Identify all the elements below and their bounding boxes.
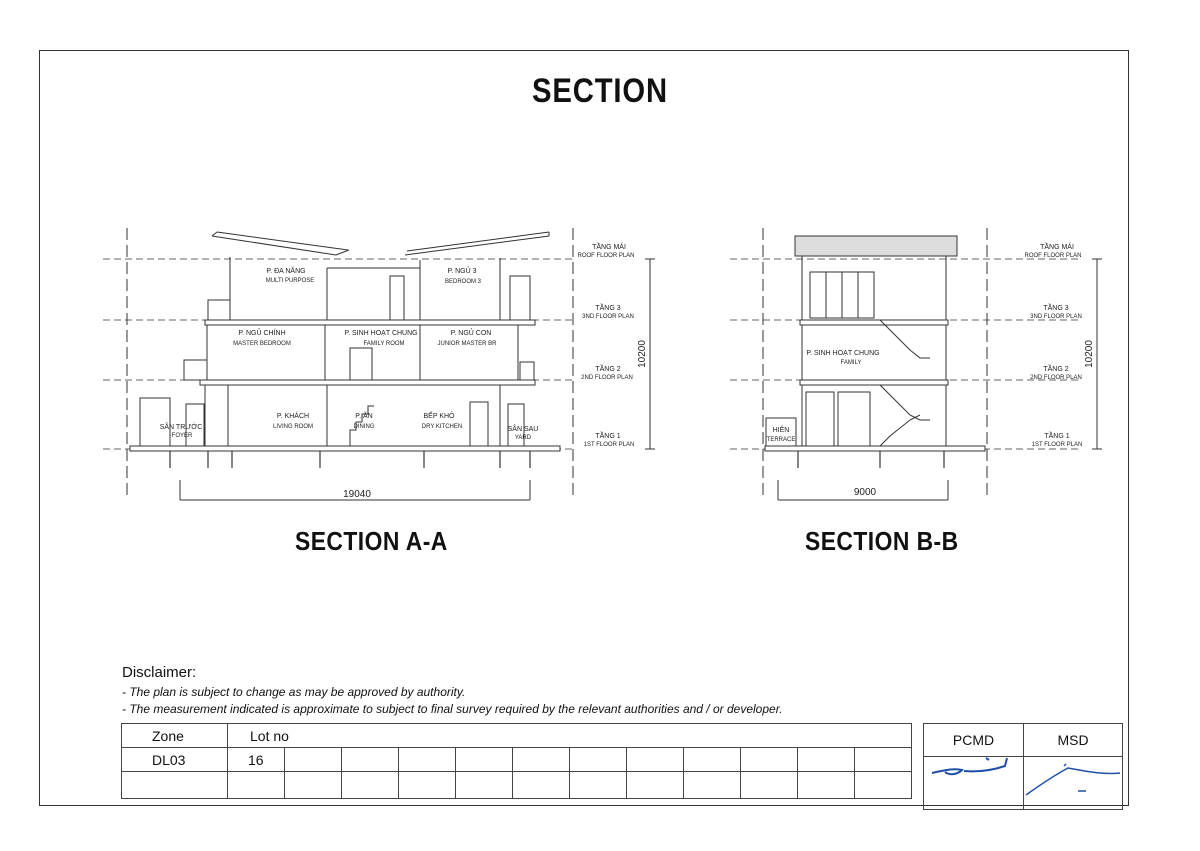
aa-room-vn: P. SINH HOẠT CHUNG <box>344 330 418 337</box>
lot-cell <box>855 748 912 772</box>
bb-level-lines <box>730 259 1082 449</box>
section-bb-drawing <box>730 228 1102 500</box>
aa-room-en: FOYER <box>171 433 193 439</box>
lot-cell <box>570 748 627 772</box>
msd-header: MSD <box>1024 724 1123 757</box>
lot-cell <box>684 772 741 799</box>
bb-level-vn: TẦNG 1 <box>1044 433 1070 440</box>
lot-cell <box>855 772 912 799</box>
lot-cell <box>627 748 684 772</box>
aa-width-dimension: 19040 <box>343 489 371 500</box>
aa-level-vn: TẦNG 3 <box>595 305 621 312</box>
page-title: SECTION <box>532 72 668 110</box>
bb-room-en: FAMILY <box>840 360 862 366</box>
aa-level-en: 1ST FLOOR PLAN <box>583 442 635 448</box>
zone-header: Zone <box>122 724 228 748</box>
aa-room-vn: BẾP KHÔ <box>423 413 455 420</box>
aa-room-en: DRY KITCHEN <box>421 424 463 430</box>
pcmd-signature-cell <box>924 757 1024 810</box>
aa-room-en: YARD <box>514 435 532 441</box>
aa-level-vn: TẦNG 1 <box>595 433 621 440</box>
lot-cell <box>456 748 513 772</box>
lot-table <box>121 723 912 799</box>
lot-value: 16 <box>228 748 285 772</box>
aa-room-en: MASTER BEDROOM <box>233 341 291 347</box>
aa-room-vn: SÂN TRƯỚC <box>159 424 203 431</box>
lot-cell <box>741 748 798 772</box>
bb-level-en: 1ST FLOOR PLAN <box>1031 442 1083 448</box>
lot-cell <box>627 772 684 799</box>
aa-room-en: BEDROOM 3 <box>444 279 482 285</box>
bb-level-vn: TẦNG 2 <box>1043 366 1069 373</box>
section-aa-title: SECTION A-A <box>295 526 448 556</box>
bb-level-en: ROOF FLOOR PLAN <box>1024 253 1082 259</box>
lot-cell <box>228 772 285 799</box>
lot-cell <box>684 748 741 772</box>
aa-level-en: ROOF FLOOR PLAN <box>577 253 635 259</box>
bb-room-vn: HIÊN <box>772 427 790 434</box>
msd-signature-cell <box>1024 757 1123 810</box>
aa-room-vn: SÂN SAU <box>507 426 539 433</box>
bb-level-en: 2ND FLOOR PLAN <box>1030 375 1082 381</box>
bb-labels <box>767 241 1095 498</box>
bb-level-vn: TẦNG 3 <box>1043 305 1069 312</box>
aa-room-vn: P. KHÁCH <box>276 413 310 420</box>
section-aa-drawing <box>103 228 655 500</box>
aa-room-en: FAMILY ROOM <box>363 341 405 347</box>
disclaimer-heading: Disclaimer: <box>122 664 197 681</box>
lot-cell <box>342 748 399 772</box>
zone-value: DL03 <box>122 748 228 772</box>
lot-cell <box>798 748 855 772</box>
bb-room-vn: P. SINH HOẠT CHUNG <box>806 350 880 357</box>
lot-cell <box>122 772 228 799</box>
approval-table <box>923 723 1123 810</box>
lot-cell <box>570 772 627 799</box>
lot-cell <box>399 772 456 799</box>
lot-cell <box>513 772 570 799</box>
lot-cell <box>741 772 798 799</box>
bb-height-dimension: 10200 <box>1084 340 1095 368</box>
disclaimer-line: - The measurement indicated is approximate to subject to final survey required by the relevant authorities and / or developer. <box>122 702 783 716</box>
bb-level-vn: TẦNG MÁI <box>1040 244 1074 251</box>
aa-level-en: 3ND FLOOR PLAN <box>582 314 634 320</box>
lot-cell <box>399 748 456 772</box>
lot-cell <box>285 772 342 799</box>
lot-cell <box>798 772 855 799</box>
aa-height-dimension: 10200 <box>637 340 648 368</box>
lot-cell <box>342 772 399 799</box>
pcmd-header: PCMD <box>924 724 1024 757</box>
aa-room-en: LIVING ROOM <box>272 424 314 430</box>
bb-width-dimension: 9000 <box>853 487 877 498</box>
aa-room-vn: P. ĐA NĂNG <box>266 268 306 275</box>
aa-level-en: 2ND FLOOR PLAN <box>581 375 633 381</box>
aa-room-vn: P. NGỦ CHÍNH <box>238 330 286 337</box>
lot-cell <box>456 772 513 799</box>
bb-level-en: 3ND FLOOR PLAN <box>1030 314 1082 320</box>
aa-level-vn: TẦNG MÁI <box>592 244 626 251</box>
aa-room-en: JUNIOR MASTER BR <box>437 341 497 347</box>
lot-cell <box>285 748 342 772</box>
bb-room-en: TERRACE <box>766 437 796 443</box>
disclaimer-line: - The plan is subject to change as may be approved by authority. <box>122 685 466 699</box>
aa-room-en: DINING <box>353 424 375 430</box>
aa-room-vn: P. ĂN <box>355 413 373 420</box>
aa-room-en: MULTI PURPOSE <box>265 278 315 284</box>
lot-header: Lot no <box>228 724 912 748</box>
section-bb-title: SECTION B-B <box>805 526 959 556</box>
lot-cell <box>513 748 570 772</box>
aa-level-vn: TẦNG 2 <box>595 366 621 373</box>
aa-level-lines <box>103 259 575 449</box>
aa-room-vn: P. NGỦ CON <box>450 330 492 337</box>
aa-room-vn: P. NGỦ 3 <box>447 268 477 275</box>
